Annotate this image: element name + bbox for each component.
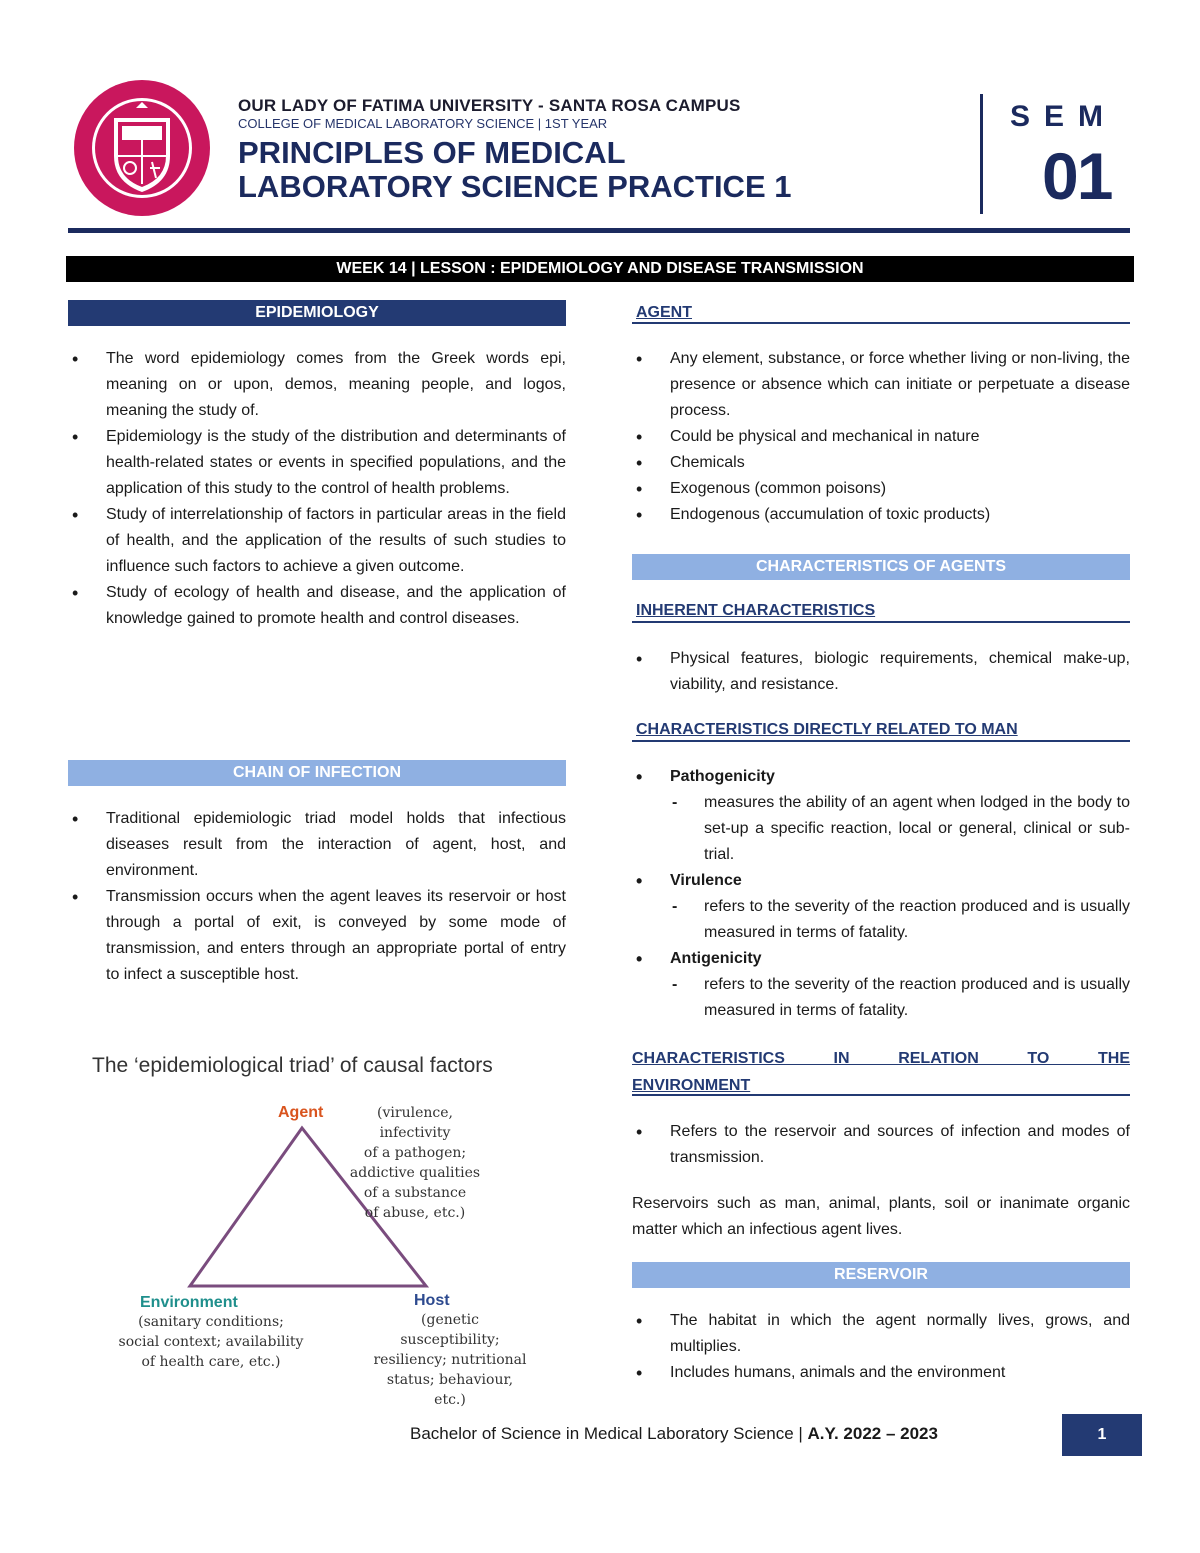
course-title <box>238 136 791 204</box>
agent-heading-rule <box>632 322 1130 324</box>
inherent-characteristics-heading: INHERENT CHARACTERISTICS <box>636 602 876 619</box>
footer-program <box>410 1424 938 1444</box>
note-line: resiliency; nutritional <box>373 1352 527 1368</box>
note-line: social context; availability <box>118 1334 304 1350</box>
triad-environment-note <box>106 1312 316 1372</box>
note-line: of health care, etc.) <box>141 1354 281 1370</box>
reservoir-heading: RESERVOIR <box>632 1262 1130 1288</box>
header-rule <box>68 228 1130 233</box>
university-seal-logo <box>72 78 212 218</box>
epidemiology-heading: EPIDEMIOLOGY <box>68 300 566 326</box>
list-item: • The habitat in which the agent normally lives, grows, and multiplies. <box>632 1308 1130 1360</box>
agent-heading: AGENT <box>636 304 692 321</box>
epidemiology-list <box>68 346 566 632</box>
note-line: of abuse, etc.) <box>364 1205 466 1221</box>
note-line: of a pathogen; <box>363 1145 467 1161</box>
list-item: • Epidemiology is the study of the distribution and determinants of health-related states or events in specified populations, and the application of this study to the control of health problems. <box>68 424 566 502</box>
triad-agent-label: Agent <box>278 1104 324 1121</box>
inherent-heading-rule <box>632 621 1130 623</box>
related-to-man-heading: CHARACTERISTICS DIRECTLY RELATED TO MAN <box>636 721 1018 738</box>
term-list <box>632 946 1130 972</box>
list-item: • Study of interrelationship of factors in particular areas in the field of health, and the application of the results of such studies to influence such factors to achieve a given outcome. <box>68 502 566 580</box>
note-line: addictive qualities <box>349 1165 481 1181</box>
environment-heading-line1: CHARACTERISTICS IN RELATION TO THE <box>632 1050 1130 1067</box>
note-line: (genetic susceptibility; <box>400 1312 500 1348</box>
characteristics-of-agents-heading: CHARACTERISTICS OF AGENTS <box>632 554 1130 580</box>
list-item: • Endogenous (accumulation of toxic products) <box>632 502 1130 528</box>
note-line: of a substance <box>363 1185 467 1201</box>
agent-list <box>632 346 1130 528</box>
term-detail: - refers to the severity of the reaction produced and is usually measured in terms of fatality. <box>632 894 1130 946</box>
page-number: 1 <box>1062 1414 1142 1456</box>
college-name: COLLEGE OF MEDICAL LABORATORY SCIENCE | 1ST YEAR <box>238 116 608 131</box>
week-lesson-bar: WEEK 14 | LESSON : EPIDEMIOLOGY AND DISEASE TRANSMISSION <box>66 256 1134 282</box>
list-item: • Refers to the reservoir and sources of infection and modes of transmission. <box>632 1119 1130 1171</box>
list-item: • Study of ecology of health and disease, and the application of knowledge gained to promote health and control diseases. <box>68 580 566 632</box>
term-list <box>632 868 1130 894</box>
course-title-line1: PRINCIPLES OF MEDICAL <box>238 135 626 170</box>
chain-of-infection-heading: CHAIN OF INFECTION <box>68 760 566 786</box>
environment-heading <box>632 1045 1130 1099</box>
list-item: • Traditional epidemiologic triad model holds that infectious diseases result from the interaction of agent, host, and environment. <box>68 806 566 884</box>
triad-environment-label: Environment <box>140 1294 238 1311</box>
reservoir-list <box>632 1308 1130 1386</box>
environment-heading-rule <box>632 1094 1130 1096</box>
term-list <box>632 764 1130 790</box>
list-item: • Includes humans, animals and the environment <box>632 1360 1130 1386</box>
triad-agent-note <box>340 1103 490 1223</box>
note-line: (virulence, infectivity <box>377 1105 453 1141</box>
list-item: • Any element, substance, or force whether living or non-living, the presence or absence which can initiate or perpetuate a disease process. <box>632 346 1130 424</box>
list-item: • The word epidemiology comes from the Greek words epi, meaning on or upon, demos, meaning people, and logos, meaning the study of. <box>68 346 566 424</box>
term-detail: - refers to the severity of the reaction produced and is usually measured in terms of fatality. <box>632 972 1130 1024</box>
list-item: • Chemicals <box>632 450 1130 476</box>
term-detail: - measures the ability of an agent when lodged in the body to set-up a specific reaction, local or general, clinical or sub-trial. <box>632 790 1130 868</box>
footer-academic-year: A.Y. 2022 – 2023 <box>807 1424 938 1443</box>
list-item: • Virulence <box>632 868 1130 894</box>
course-title-line2: LABORATORY SCIENCE PRACTICE 1 <box>238 169 792 204</box>
triad-host-note <box>370 1310 530 1410</box>
list-item: • Antigenicity <box>632 946 1130 972</box>
note-line: (sanitary conditions; <box>138 1314 284 1330</box>
semester-number: 01 <box>1042 139 1112 213</box>
note-line: status; behaviour, etc.) <box>386 1372 514 1408</box>
university-name: OUR LADY OF FATIMA UNIVERSITY - SANTA ROSA CAMPUS <box>238 96 741 115</box>
list-item: • Transmission occurs when the agent leaves its reservoir or host through a portal of exit, is conveyed by some mode of transmission, and enters through an appropriate portal of entry to infect a susceptible host. <box>68 884 566 988</box>
list-item: • Physical features, biologic requirements, chemical make-up, viability, and resistance. <box>632 646 1130 698</box>
triad-figure-title: The ‘epidemiological triad’ of causal factors <box>92 1054 493 1077</box>
reservoir-paragraph: Reservoirs such as man, animal, plants, soil or inanimate organic matter which an infectious agent lives. <box>632 1195 1130 1238</box>
environment-list <box>632 1119 1130 1171</box>
chain-of-infection-list <box>68 806 566 988</box>
related-to-man-list <box>632 764 1130 1024</box>
list-item: • Could be physical and mechanical in nature <box>632 424 1130 450</box>
semester-label: SEM <box>1010 100 1118 133</box>
footer-program-text: Bachelor of Science in Medical Laboratory Science | <box>410 1424 808 1443</box>
related-to-man-heading-rule <box>632 740 1130 742</box>
list-item: • Pathogenicity <box>632 764 1130 790</box>
inherent-list <box>632 646 1130 698</box>
triad-host-label: Host <box>414 1292 450 1309</box>
list-item: • Exogenous (common poisons) <box>632 476 1130 502</box>
environment-heading-line2: ENVIRONMENT <box>632 1077 751 1094</box>
header-divider <box>980 94 983 214</box>
